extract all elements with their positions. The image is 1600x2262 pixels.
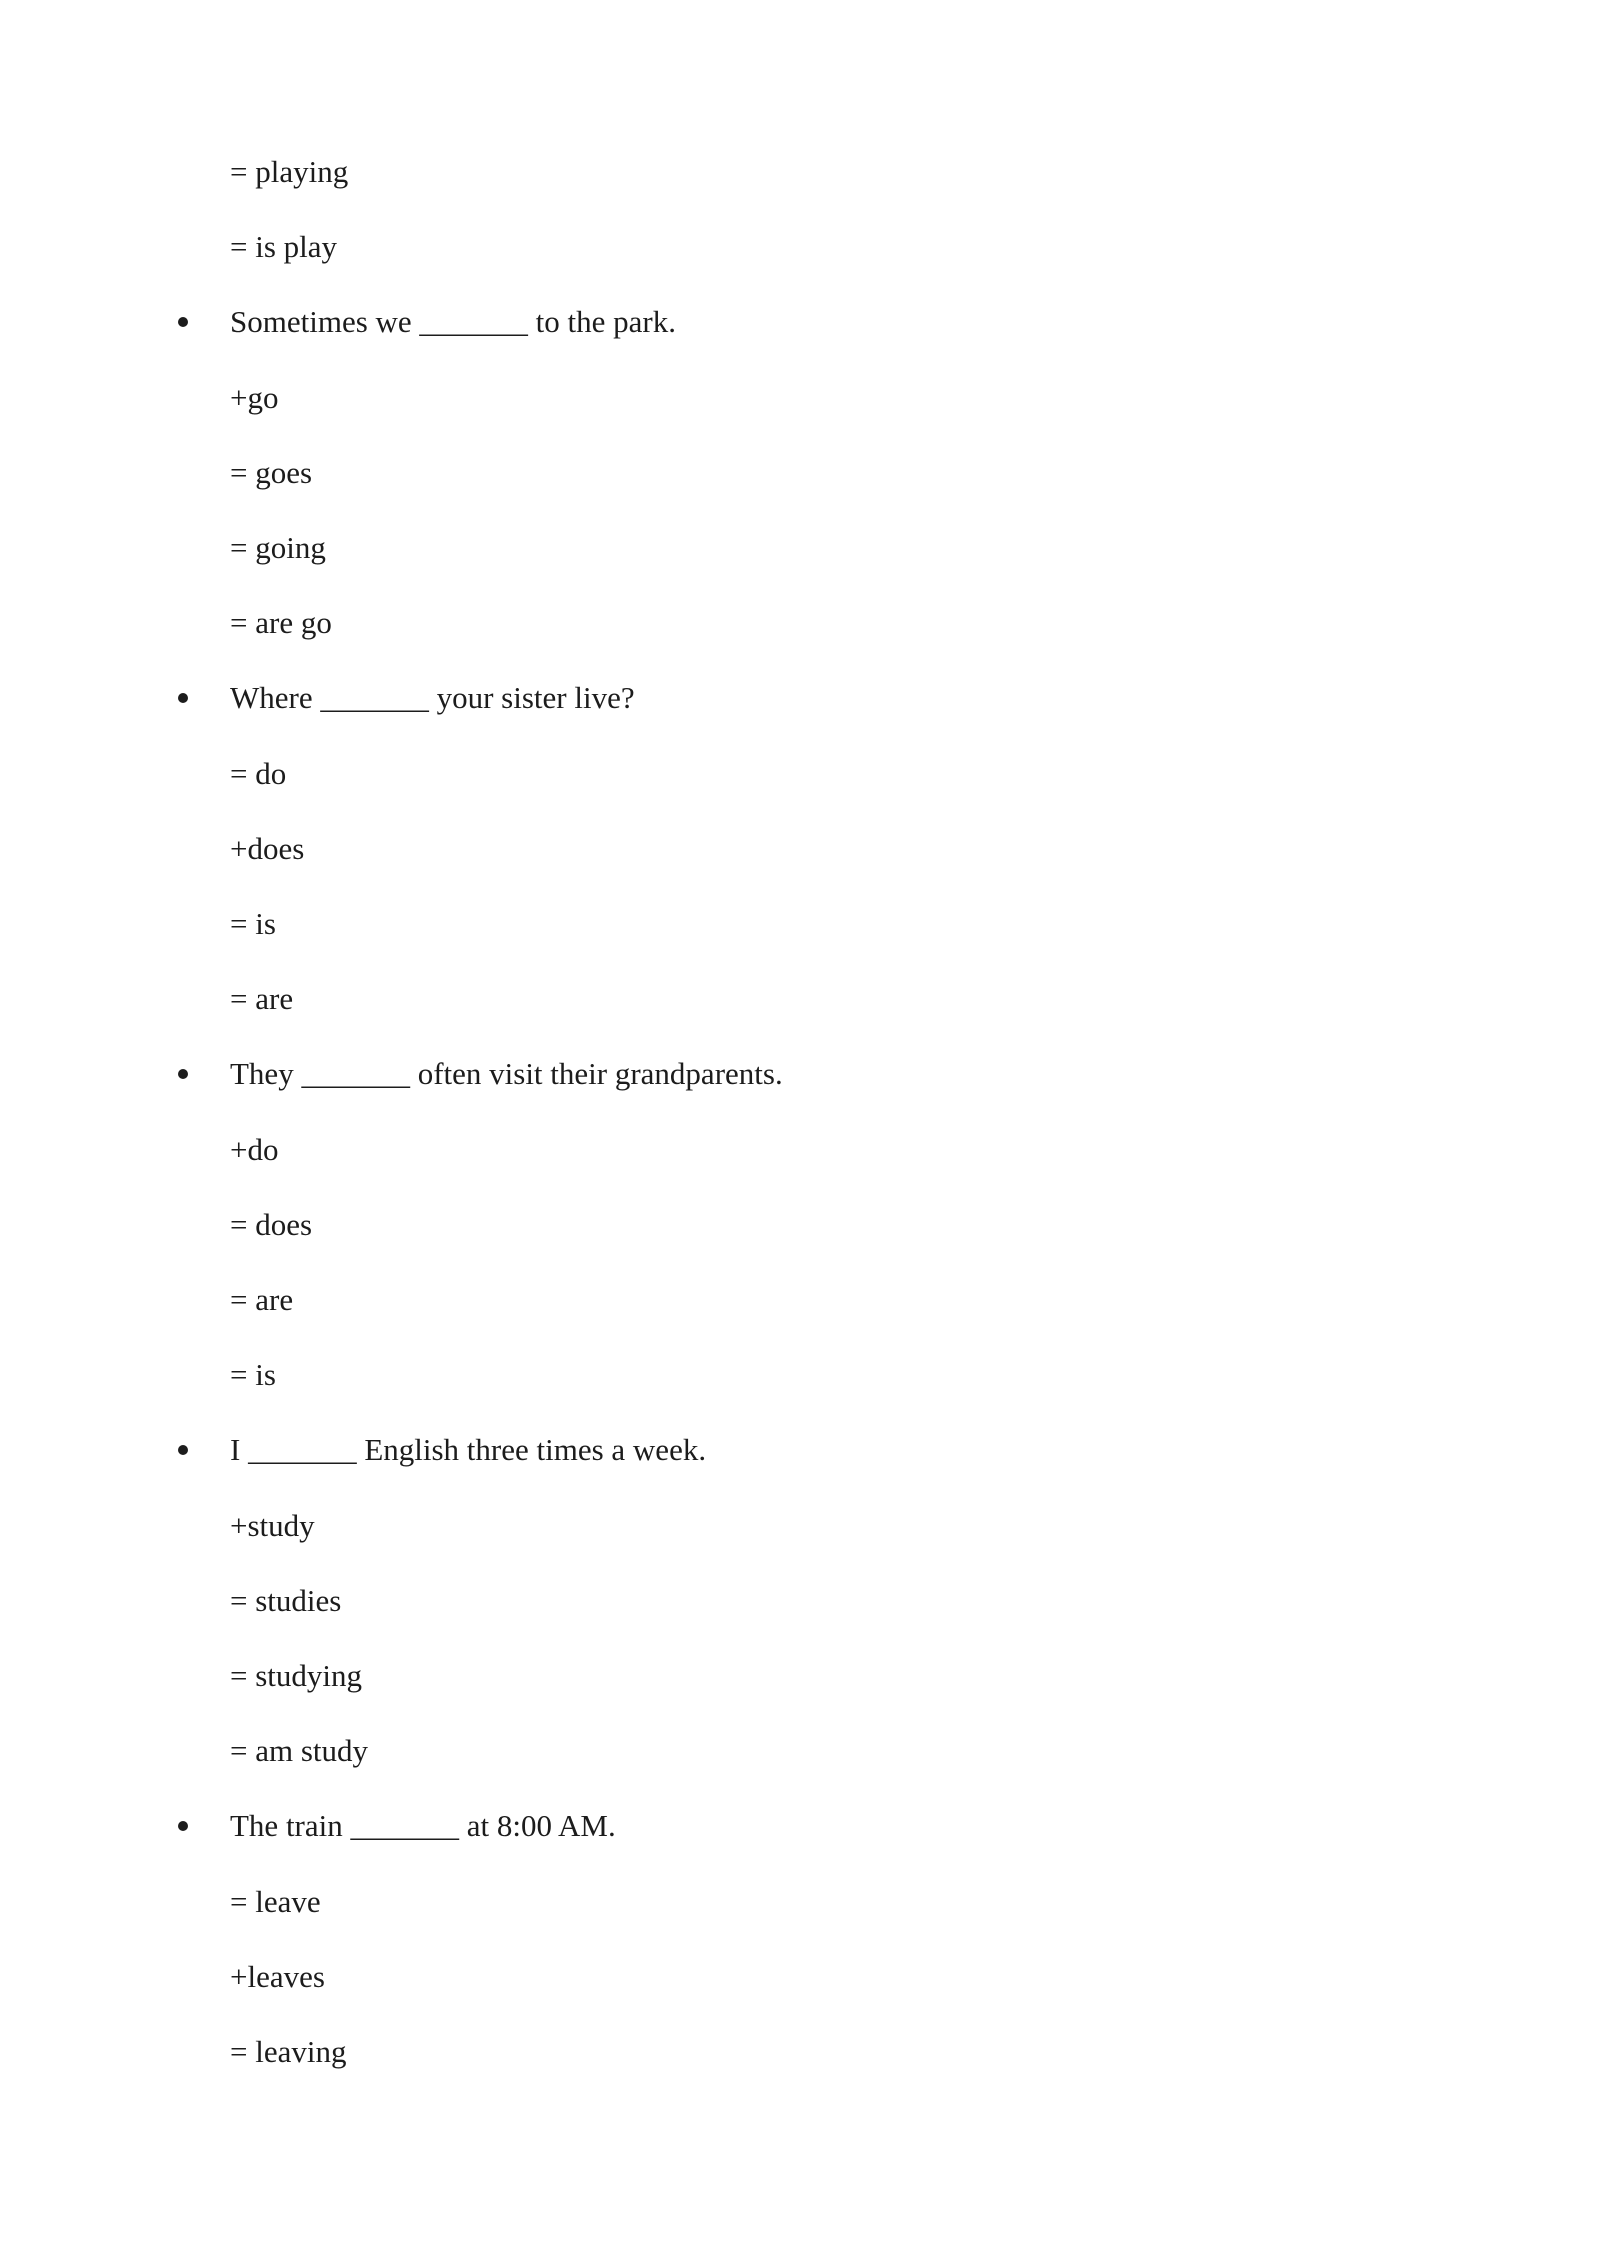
option-text: = does xyxy=(230,1207,313,1242)
answer-option xyxy=(230,378,278,418)
option-text: = leaving xyxy=(230,2034,347,2069)
answer-option xyxy=(230,1355,276,1395)
answer-option xyxy=(230,979,293,1019)
option-text: = is xyxy=(230,1357,276,1392)
answer-option xyxy=(230,528,326,568)
answer-option xyxy=(230,603,332,643)
question-line xyxy=(230,302,676,342)
option-text: = going xyxy=(230,530,326,565)
question-text: The train _______ at 8:00 AM. xyxy=(230,1808,616,1843)
option-text: = studies xyxy=(230,1583,342,1618)
answer-option xyxy=(230,1130,278,1170)
answer-option xyxy=(230,227,337,267)
option-text: = is play xyxy=(230,229,338,264)
question-text: Where _______ your sister live? xyxy=(230,680,635,715)
bullet-icon xyxy=(178,693,188,703)
question-line xyxy=(230,1806,616,1846)
bullet-icon xyxy=(178,1821,188,1831)
answer-option xyxy=(230,754,286,794)
option-text: +do xyxy=(230,1132,279,1167)
bullet-icon xyxy=(178,1445,188,1455)
answer-option xyxy=(230,1205,312,1245)
question-line xyxy=(230,1054,783,1094)
question-text: Sometimes we _______ to the park. xyxy=(230,304,676,339)
bullet-icon xyxy=(178,317,188,327)
answer-option xyxy=(230,829,304,869)
option-text: = are xyxy=(230,981,294,1016)
option-text: +does xyxy=(230,831,305,866)
answer-option xyxy=(230,904,276,944)
answer-option xyxy=(230,1581,341,1621)
option-text: = studying xyxy=(230,1658,363,1693)
answer-option xyxy=(230,1280,293,1320)
option-text: +study xyxy=(230,1508,315,1543)
bullet-icon xyxy=(178,1069,188,1079)
answer-option xyxy=(230,2032,346,2072)
answer-option xyxy=(230,1957,325,1997)
answer-option xyxy=(230,453,312,493)
option-text: = are xyxy=(230,1282,294,1317)
answer-option xyxy=(230,1882,321,1922)
question-text: I _______ English three times a week. xyxy=(230,1432,707,1467)
option-text: = are go xyxy=(230,605,332,640)
answer-option xyxy=(230,152,348,192)
option-text: = is xyxy=(230,906,276,941)
answer-option xyxy=(230,1506,315,1546)
question-text: They _______ often visit their grandparents. xyxy=(230,1056,783,1091)
option-text: = leave xyxy=(230,1884,321,1919)
option-text: = do xyxy=(230,756,287,791)
option-text: = playing xyxy=(230,154,349,189)
answer-option xyxy=(230,1656,362,1696)
option-text: = goes xyxy=(230,455,313,490)
option-text: +leaves xyxy=(230,1959,325,1994)
option-text: +go xyxy=(230,380,279,415)
question-line xyxy=(230,678,635,718)
question-line xyxy=(230,1430,706,1470)
option-text: = am study xyxy=(230,1733,369,1768)
answer-option xyxy=(230,1731,368,1771)
